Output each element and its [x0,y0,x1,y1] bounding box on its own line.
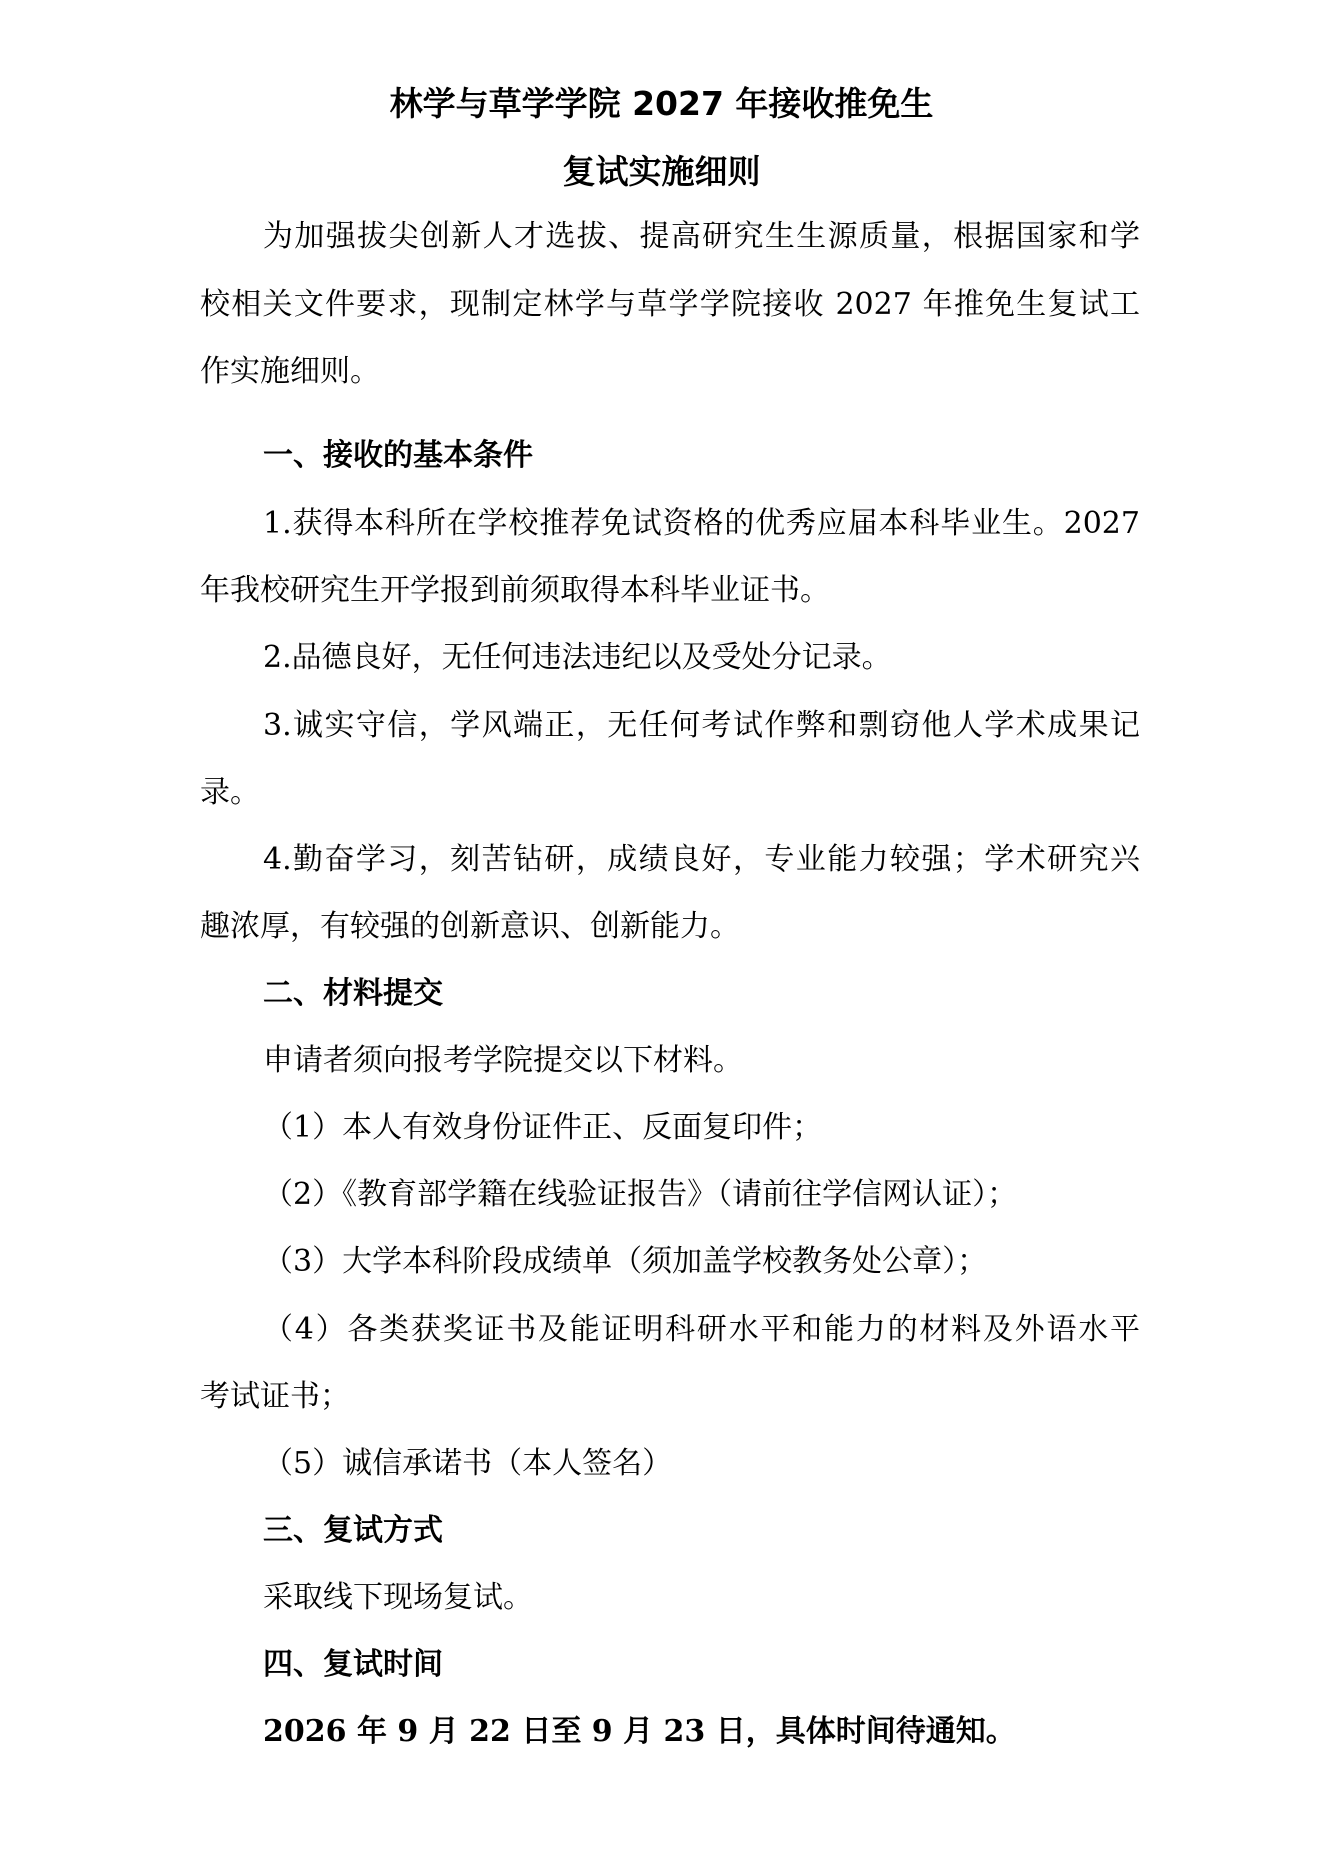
section-heading: 一、接收的基本条件 [263,438,533,473]
material-item: （1）本人有效身份证件正、反面复印件； [263,1110,823,1145]
condition-item: 1.获得本科所在学校推荐免试资格的优秀应届本科毕业生。2027 [263,506,1140,541]
condition-item: 录。 [200,775,260,810]
materials-lead: 申请者须向报考学院提交以下材料。 [263,1043,743,1078]
intro-line: 校相关文件要求，现制定林学与草学学院接收 2027 年推免生复试工 [200,287,1140,322]
document-title-line1: 林学与草学学院 2027 年接收推免生 [389,84,934,123]
condition-item: 3.诚实守信，学风端正，无任何考试作弊和剽窃他人学术成果记 [263,708,1140,743]
material-item: 考试证书； [200,1379,350,1414]
intro-line: 为加强拔尖创新人才选拔、提高研究生生源质量，根据国家和学 [263,219,1140,254]
interview-time-text: 2026 年 9 月 22 日至 9 月 23 日，具体时间待通知。 [263,1714,1016,1749]
condition-item: 2.品德良好，无任何违法违纪以及受处分记录。 [263,640,892,675]
section-heading: 四、复试时间 [263,1647,443,1682]
document-title-line2: 复试实施细则 [562,152,761,191]
interview-method-text: 采取线下现场复试。 [263,1580,533,1615]
condition-item: 年我校研究生开学报到前须取得本科毕业证书。 [200,573,830,608]
intro-line: 作实施细则。 [200,354,380,389]
material-item: （5）诚信承诺书（本人签名） [263,1446,673,1481]
material-item: （3）大学本科阶段成绩单（须加盖学校教务处公章）； [263,1244,988,1279]
section-heading: 二、材料提交 [263,976,443,1011]
section-heading: 三、复试方式 [263,1513,443,1548]
condition-item: 4.勤奋学习，刻苦钻研，成绩良好，专业能力较强；学术研究兴 [263,842,1140,877]
material-item: （2）《教育部学籍在线验证报告》（请前往学信网认证）； [263,1177,1018,1212]
material-item: （4）各类获奖证书及能证明科研水平和能力的材料及外语水平 [263,1312,1140,1347]
condition-item: 趣浓厚，有较强的创新意识、创新能力。 [200,909,740,944]
